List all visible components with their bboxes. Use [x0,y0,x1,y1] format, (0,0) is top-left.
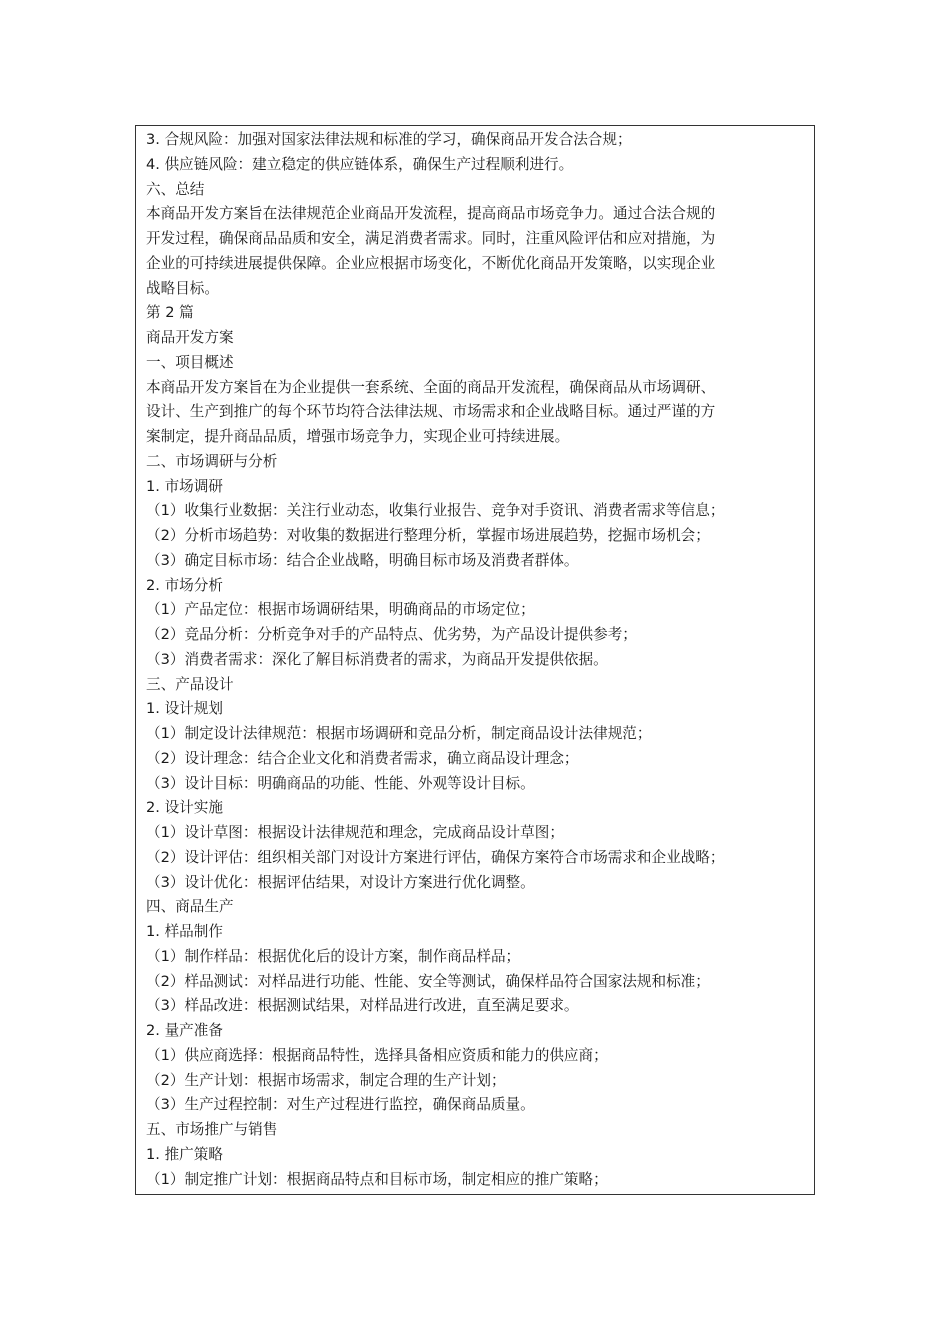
list-item: （2）竞品分析：分析竞争对手的产品特点、优劣势，为产品设计提供参考； [146,626,637,643]
list-item: （2）生产计划：根据市场需求，制定合理的生产计划； [146,1071,506,1089]
list-item: （1）产品定位：根据市场调研结果，明确商品的市场定位； [146,601,535,619]
list-item: （3）设计目标：明确商品的功能、性能、外观等设计目标。 [146,774,535,792]
subsection-heading: 1. 市场调研 [146,477,223,495]
list-item: （1）收集行业数据：关注行业动态，收集行业报告、竞争对手资讯、消费者需求等信息； [146,502,725,520]
text-line: 开发过程，确保商品品质和安全，满足消费者需求。同时，注重风险评估和应对措施，为 [146,230,716,247]
list-item: （2）设计评估：组织相关部门对设计方案进行评估，确保方案符合市场需求和企业战略； [146,848,725,866]
list-item: （2）分析市场趋势：对收集的数据进行整理分析，掌握市场进展趋势，挖掘市场机会； [146,527,710,544]
section-heading: 二、市场调研与分析 [146,452,278,470]
list-item: （3）消费者需求：深化了解目标消费者的需求，为商品开发提供依据。 [146,650,608,668]
text-line: 设计、生产到推广的每个环节均符合法律法规、市场需求和企业战略目标。通过严谨的方 [146,403,716,421]
subsection-heading: 1. 推广策略 [146,1145,223,1163]
list-item: （3）设计优化：根据评估结果，对设计方案进行优化调整。 [146,873,535,891]
list-item: （1）制作样品：根据优化后的设计方案，制作商品样品； [146,947,521,965]
section-heading: 一、项目概述 [146,353,234,371]
list-item: （1）制定推广计划：根据商品特点和目标市场，制定相应的推广策略； [146,1170,608,1188]
part-heading: 第 2 篇 [146,304,194,322]
subsection-heading: 2. 量产准备 [146,1022,223,1039]
text-line: 4. 供应链风险：建立稳定的供应链体系，确保生产过程顺利进行。 [146,155,574,173]
subsection-heading: 2. 设计实施 [146,799,223,817]
list-item: （2）设计理念：结合企业文化和消费者需求，确立商品设计理念； [146,749,579,767]
list-item: （1）设计草图：根据设计法律规范和理念，完成商品设计草图； [146,824,564,841]
list-item: （3）确定目标市场：结合企业战略，明确目标市场及消费者群体。 [146,551,579,569]
list-item: （1）供应商选择：根据商品特性，选择具备相应资质和能力的供应商； [146,1046,608,1064]
text-line: 企业的可持续进展提供保障。企业应根据市场变化，不断优化商品开发策略，以实现企业 [146,254,716,272]
subsection-heading: 2. 市场分析 [146,576,223,594]
list-item: （1）制定设计法律规范：根据市场调研和竞品分析，制定商品设计法律规范； [146,725,652,742]
section-heading: 六、总结 [146,180,205,198]
subsection-heading: 1. 设计规划 [146,700,223,718]
text-line: 案制定，提升商品品质，增强市场竞争力，实现企业可持续进展。 [146,428,570,445]
text-line: 本商品开发方案旨在法律规范企业商品开发流程，提高商品市场竞争力。通过合法合规的 [146,205,716,223]
section-heading: 四、商品生产 [146,898,234,916]
section-heading: 三、产品设计 [146,675,234,693]
text-line: 3. 合规风险：加强对国家法律法规和标准的学习，确保商品开发合法合规； [146,131,632,148]
text-line: 本商品开发方案旨在为企业提供一套系统、全面的商品开发流程，确保商品从市场调研、 [146,378,716,396]
subsection-heading: 1. 样品制作 [146,923,223,940]
list-item: （3）生产过程控制：对生产过程进行监控，确保商品质量。 [146,1096,535,1114]
document-title: 商品开发方案 [146,329,234,346]
document-text-frame [135,125,815,1195]
section-heading: 五、市场推广与销售 [146,1121,278,1138]
list-item: （3）样品改进：根据测试结果，对样品进行改进，直至满足要求。 [146,997,579,1015]
list-item: （2）样品测试：对样品进行功能、性能、安全等测试，确保样品符合国家法规和标准； [146,972,710,990]
text-line: 战略目标。 [146,279,219,297]
